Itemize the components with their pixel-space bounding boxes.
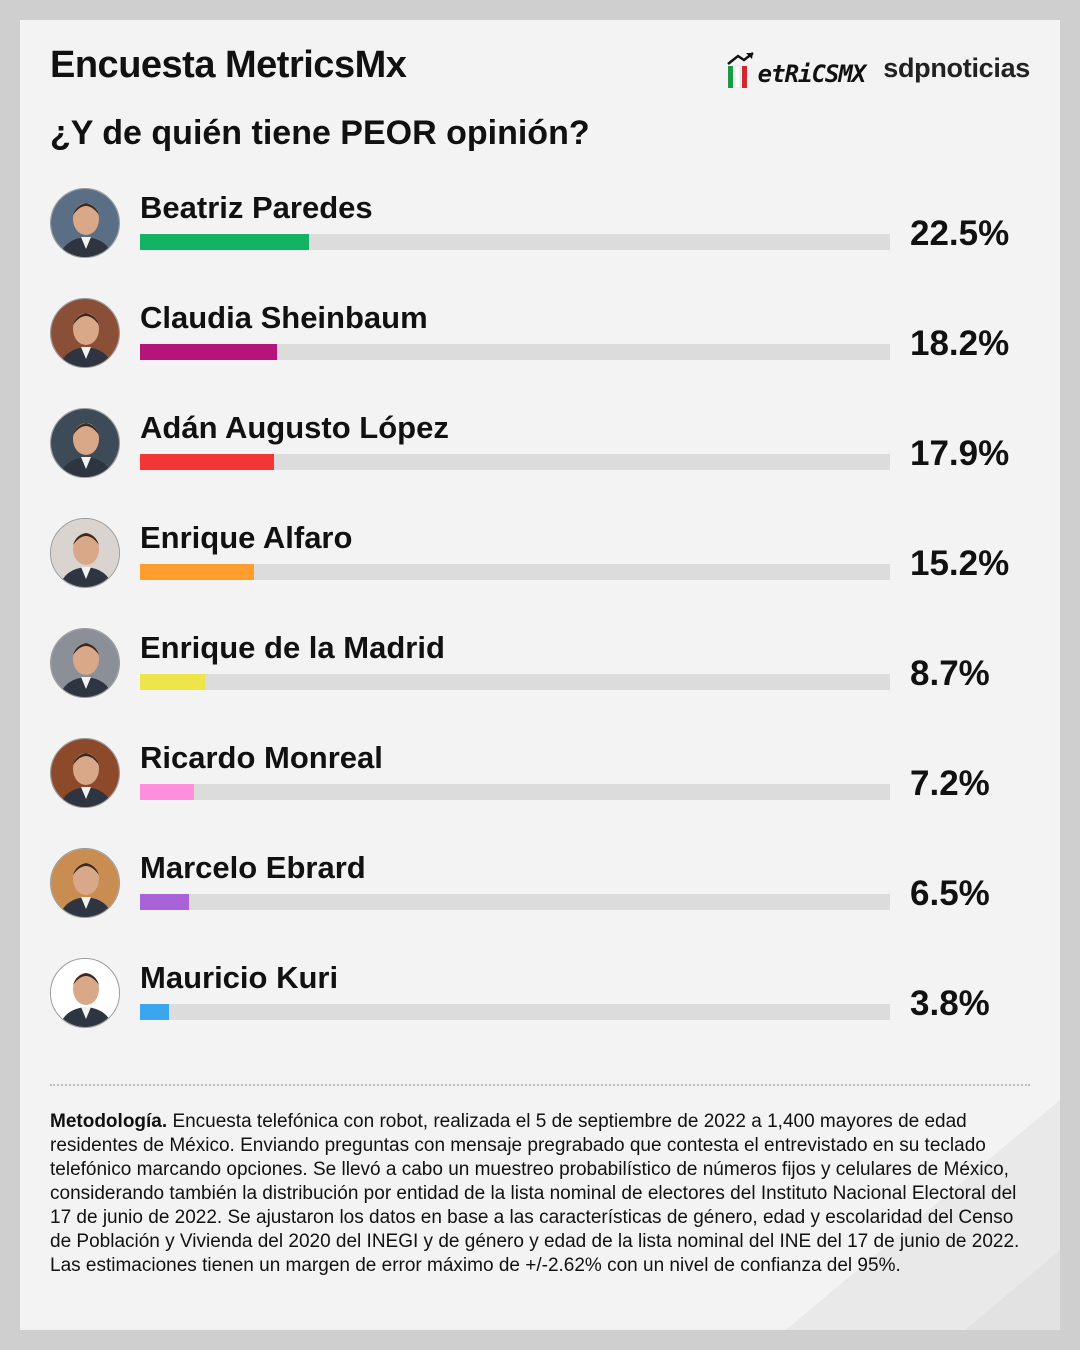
- chart-row: [50, 738, 1040, 848]
- bar: [140, 564, 254, 580]
- bar-track: [140, 674, 890, 690]
- category-label: Enrique Alfaro: [140, 520, 353, 555]
- bar: [140, 674, 205, 690]
- avatar: [50, 518, 120, 588]
- category-label: Ricardo Monreal: [140, 740, 383, 775]
- avatar: [50, 738, 120, 808]
- avatar: [50, 628, 120, 698]
- category-label: Enrique de la Madrid: [140, 630, 445, 665]
- data-label: 15.2%: [910, 544, 1010, 583]
- chart-subtitle: ¿Y de quién tiene PEOR opinión?: [50, 114, 590, 152]
- avatar: [50, 188, 120, 258]
- category-label: Adán Augusto López: [140, 410, 449, 445]
- bar: [140, 1004, 169, 1020]
- chart-row: [50, 848, 1040, 958]
- chart-row: [50, 958, 1040, 1068]
- chart-row: [50, 188, 1040, 298]
- chart-row: [50, 518, 1040, 628]
- bar: [140, 234, 309, 250]
- methodology-text: [50, 1110, 1035, 1278]
- chart-row: [50, 628, 1040, 738]
- methodology-label: Metodología.: [50, 1111, 168, 1132]
- bar: [140, 894, 189, 910]
- bar: [140, 344, 277, 360]
- category-label: Claudia Sheinbaum: [140, 300, 428, 335]
- data-label: 22.5%: [910, 214, 1010, 253]
- bar-track: [140, 234, 890, 250]
- data-label: 6.5%: [910, 874, 990, 913]
- sdpnoticias-logo: sdpnoticias: [883, 52, 1030, 83]
- data-label: 18.2%: [910, 324, 1010, 363]
- methodology-body: Encuesta telefónica con robot, realizada el 5 de septiembre de 2022 a 1,400 mayores de edad residentes de México. Enviando preguntas con mensaje pregrabado que contesta el entrevistado en su teclado telefónico marcando opciones. Se llevó a cabo un muestreo probabilístico de números fijos y celulares de México, considerando también la distribución por entidad de la lista nominal de electores del Instituto Nacional Electoral del 17 de junio de 2022. Se ajustaron los datos en base a las características de género, edad y escolaridad del Censo de Población y Vivienda del 2020 del INEGI y de género y edad de la lista nominal del INE del 17 de junio de 2022. Las estimaciones tienen un margen de error máximo de +/-2.62% con un nivel de confianza del 95%.: [50, 1111, 1020, 1276]
- data-label: 17.9%: [910, 434, 1010, 473]
- avatar: [50, 408, 120, 478]
- data-label: 7.2%: [910, 764, 990, 803]
- divider: [50, 1084, 1030, 1086]
- bar-chart: [20, 20, 1060, 1080]
- avatar: [50, 958, 120, 1028]
- bar-track: [140, 894, 890, 910]
- bar-track: [140, 454, 890, 470]
- avatar: [50, 848, 120, 918]
- bar-track: [140, 344, 890, 360]
- data-label: 8.7%: [910, 654, 990, 693]
- bar-track: [140, 564, 890, 580]
- bar-track: [140, 784, 890, 800]
- bar: [140, 784, 194, 800]
- infographic-card: [20, 20, 1060, 1330]
- page-title: Encuesta MetricsMx: [50, 44, 407, 86]
- bar-track: [140, 1004, 890, 1020]
- category-label: Mauricio Kuri: [140, 960, 339, 995]
- data-label: 3.8%: [910, 984, 990, 1023]
- metricsmx-logo-text: etRiCSMX: [757, 60, 866, 88]
- category-label: Marcelo Ebrard: [140, 850, 366, 885]
- chart-row: [50, 298, 1040, 408]
- bar: [140, 454, 274, 470]
- chart-row: [50, 408, 1040, 518]
- avatar: [50, 298, 120, 368]
- category-label: Beatriz Paredes: [140, 190, 373, 225]
